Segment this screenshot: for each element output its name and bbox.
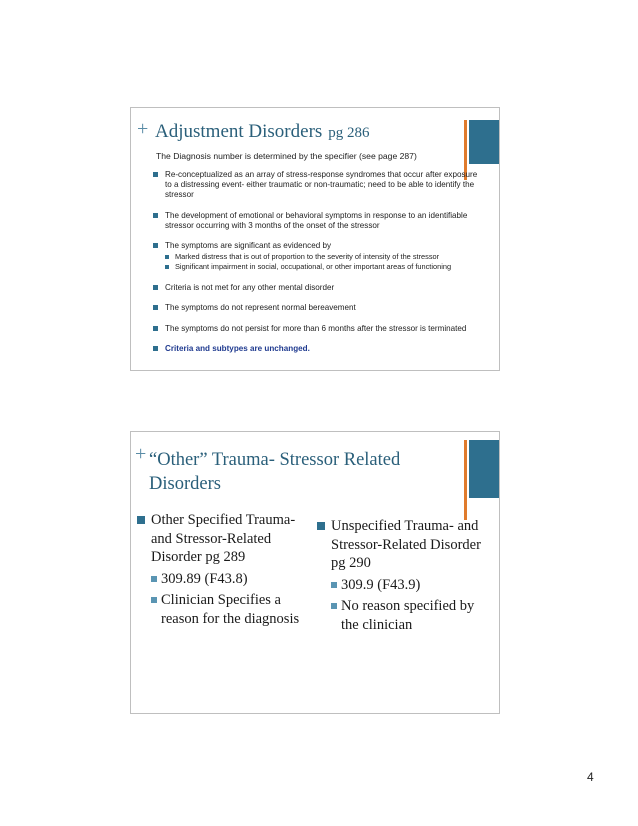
square-bullet-icon [331, 603, 337, 609]
plus-icon: + [135, 443, 147, 465]
blue-accent-bar [469, 120, 500, 164]
list-item [135, 570, 311, 589]
sub-item-text: 309.9 (F43.9) [341, 576, 421, 593]
square-bullet-icon [153, 172, 158, 177]
slide-adjustment-disorders [130, 107, 500, 371]
list-item [315, 597, 493, 634]
square-bullet-icon [165, 265, 169, 269]
bullet-text: The development of emotional or behavioral symptoms in response to an identifiable stressor occurring with 3 months of the onset of the stressor [165, 210, 468, 230]
list-item [153, 344, 483, 354]
square-bullet-icon [153, 326, 158, 331]
list-item [153, 303, 483, 313]
bullet-list [153, 170, 483, 365]
list-item [153, 241, 483, 272]
square-bullet-icon [331, 582, 337, 588]
plus-icon: + [137, 118, 149, 140]
list-item [153, 283, 483, 293]
list-item [135, 511, 311, 567]
left-column [135, 511, 311, 628]
square-bullet-icon [151, 597, 157, 603]
sub-bullet-text: Marked distress that is out of proportion to the severity of intensity of the stressor [175, 252, 440, 261]
slide-title [155, 121, 370, 143]
bullet-text: The symptoms are significant as evidenced by [165, 241, 332, 250]
column-heading: Other Specified Trauma- and Stressor-Related Disorder pg 289 [151, 512, 296, 565]
square-bullet-icon [151, 576, 157, 582]
list-item [153, 324, 483, 334]
square-bullet-icon [153, 243, 158, 248]
slide-subtitle: The Diagnosis number is determined by the specifier (see page 287) [156, 151, 417, 161]
title-text: Adjustment Disorders [155, 121, 323, 142]
list-item [165, 262, 483, 272]
sub-item-text: No reason specified by the clinician [341, 598, 475, 633]
bullet-text: Criteria is not met for any other mental disorder [165, 282, 335, 292]
square-bullet-icon [153, 346, 158, 351]
list-item [153, 170, 483, 200]
list-item [315, 517, 493, 573]
bullet-text: The symptoms do not represent normal bereavement [165, 303, 356, 312]
sub-item-text: Clinician Specifies a reason for the diagnosis [161, 592, 300, 627]
list-item [135, 591, 311, 628]
title-page-ref: pg 286 [328, 125, 370, 141]
bullet-text: Re-conceptualized as an array of stress-response syndromes that occur after exposure to a distressing event- either traumatic or non-traumatic; need to be able to identify the stressor [165, 170, 478, 199]
right-column [315, 517, 493, 634]
sub-bullet-list [165, 252, 483, 272]
slide-title: “Other” Trauma- Stressor Related Disorders [149, 450, 401, 494]
square-bullet-icon [153, 213, 158, 218]
blue-accent-bar [469, 440, 500, 498]
column-heading: Unspecified Trauma- and Stressor-Related Disorder pg 290 [331, 518, 481, 571]
list-item [315, 576, 493, 595]
square-bullet-icon [165, 255, 169, 259]
square-bullet-icon [137, 516, 145, 524]
orange-accent-bar [464, 440, 467, 520]
sub-item-text: 309.89 (F43.8) [161, 570, 248, 587]
bullet-text-emphasis: Criteria and subtypes are unchanged. [165, 344, 310, 353]
page-number: 4 [587, 770, 594, 784]
list-item [165, 252, 483, 262]
square-bullet-icon [153, 285, 158, 290]
list-item [153, 211, 483, 231]
bullet-text: The symptoms do not persist for more than 6 months after the stressor is terminated [165, 323, 467, 333]
square-bullet-icon [317, 522, 325, 530]
square-bullet-icon [153, 305, 158, 310]
sub-bullet-text: Significant impairment in social, occupational, or other important areas of functioning [175, 262, 452, 271]
slide-other-trauma-disorders [130, 431, 500, 714]
